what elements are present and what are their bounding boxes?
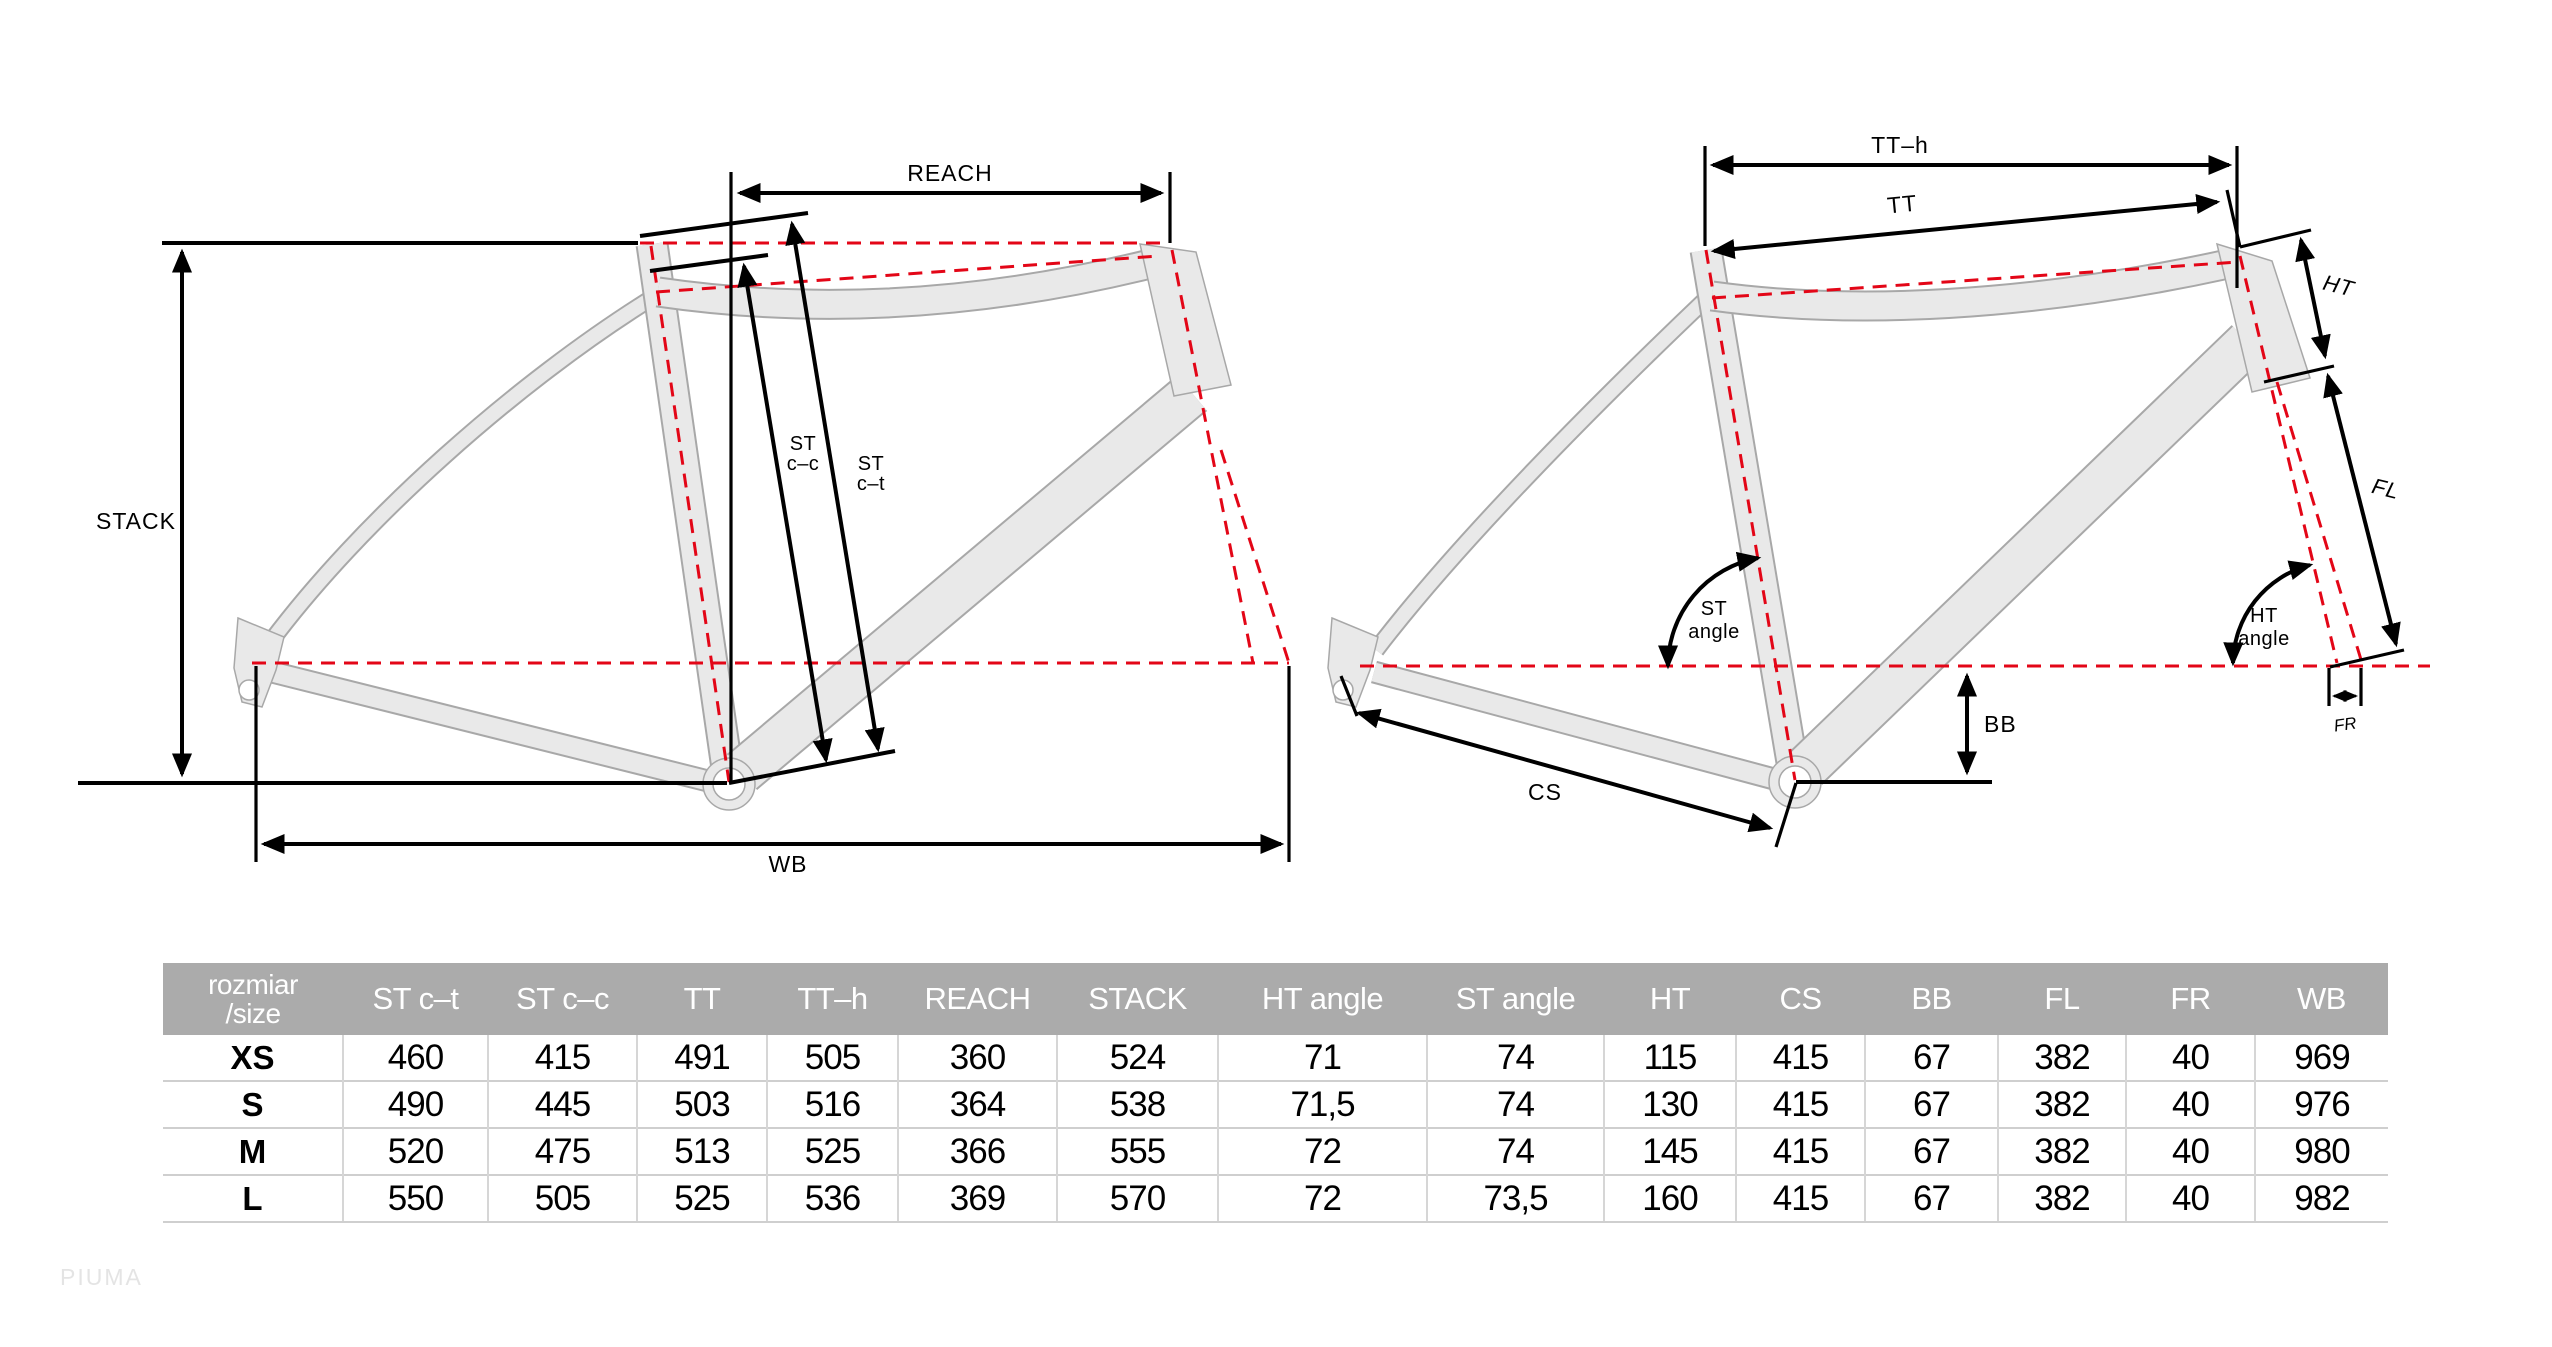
- value-cell: 445: [488, 1081, 637, 1128]
- reach-label: REACH: [907, 160, 993, 186]
- value-cell: 145: [1604, 1128, 1736, 1175]
- column-header: ST angle: [1427, 963, 1604, 1035]
- tt-arrow: [1714, 202, 2217, 251]
- table-header-row: [163, 963, 2388, 1035]
- value-cell: 475: [488, 1128, 637, 1175]
- size-cell: XS: [230, 1038, 275, 1076]
- chainstay-fill: [264, 670, 708, 781]
- table-row: [163, 1128, 2388, 1175]
- fl-label: FL: [2369, 473, 2403, 505]
- tth-label: TT–h: [1871, 132, 1929, 158]
- ht-label: HT: [2320, 269, 2358, 302]
- value-cell: 40: [2126, 1175, 2255, 1222]
- value-cell: 524: [1057, 1035, 1218, 1081]
- value-cell: 74: [1427, 1035, 1604, 1081]
- chainstay-fill: [1374, 672, 1774, 779]
- value-cell: 67: [1865, 1175, 1998, 1222]
- st-ct-label: ST c–t: [856, 453, 886, 495]
- value-cell: 490: [343, 1081, 488, 1128]
- value-cell: 550: [343, 1175, 488, 1222]
- fr-label: FR: [2332, 713, 2358, 736]
- value-cell: 382: [1998, 1175, 2126, 1222]
- column-header: CS: [1736, 963, 1865, 1035]
- column-header: FR: [2126, 963, 2255, 1035]
- value-cell: 71,5: [1218, 1081, 1427, 1128]
- value-cell: 516: [767, 1081, 898, 1128]
- value-cell: 415: [488, 1035, 637, 1081]
- value-cell: 360: [898, 1035, 1057, 1081]
- geometry-table-wrap: [163, 963, 2388, 1223]
- value-cell: 503: [637, 1081, 767, 1128]
- diagram-left: [78, 160, 1289, 877]
- value-cell: 520: [343, 1128, 488, 1175]
- down-tube-fill: [1806, 342, 2248, 768]
- table-body: [163, 1035, 2388, 1222]
- value-cell: 982: [2255, 1175, 2388, 1222]
- bb-label: BB: [1984, 711, 2017, 737]
- value-cell: 130: [1604, 1081, 1736, 1128]
- value-cell: 415: [1736, 1128, 1865, 1175]
- fl-arrow: [2328, 376, 2396, 644]
- tt-label: TT: [1886, 189, 1919, 219]
- value-cell: 536: [767, 1175, 898, 1222]
- geometry-table: [163, 963, 2388, 1223]
- column-header: WB: [2255, 963, 2388, 1035]
- value-cell: 415: [1736, 1035, 1865, 1081]
- seatstay-fill: [266, 298, 652, 648]
- value-cell: 382: [1998, 1035, 2126, 1081]
- value-cell: 67: [1865, 1128, 1998, 1175]
- value-cell: 505: [488, 1175, 637, 1222]
- value-cell: 415: [1736, 1175, 1865, 1222]
- seatstay-icon: [266, 298, 652, 648]
- value-cell: 382: [1998, 1128, 2126, 1175]
- table-row: [163, 1175, 2388, 1222]
- value-cell: 980: [2255, 1128, 2388, 1175]
- size-header-line2: /size: [225, 998, 281, 1029]
- value-cell: 40: [2126, 1128, 2255, 1175]
- st-cc-arrow: [744, 266, 826, 760]
- column-header: REACH: [898, 963, 1057, 1035]
- column-header: HT: [1604, 963, 1736, 1035]
- value-cell: 555: [1057, 1128, 1218, 1175]
- column-header: TT: [637, 963, 767, 1035]
- value-cell: 969: [2255, 1035, 2388, 1081]
- ht-arrow: [2301, 240, 2325, 356]
- value-cell: 364: [898, 1081, 1057, 1128]
- value-cell: 71: [1218, 1035, 1427, 1081]
- column-header: TT–h: [767, 963, 898, 1035]
- size-cell: M: [163, 1128, 343, 1175]
- diagram-right: [1328, 132, 2430, 847]
- value-cell: 525: [637, 1175, 767, 1222]
- value-cell: 73,5: [1427, 1175, 1604, 1222]
- column-header: STACK: [1057, 963, 1218, 1035]
- value-cell: 513: [637, 1128, 767, 1175]
- wb-label: WB: [768, 851, 808, 877]
- column-header: ST c–c: [488, 963, 637, 1035]
- column-header: ST c–t: [343, 963, 488, 1035]
- fl-bottom-tick: [2330, 650, 2404, 667]
- table-row: [163, 1081, 2388, 1128]
- column-header: BB: [1865, 963, 1998, 1035]
- value-cell: 525: [767, 1128, 898, 1175]
- value-cell: 67: [1865, 1035, 1998, 1081]
- st-ct-tick: [640, 213, 808, 236]
- size-cell: L: [163, 1175, 343, 1222]
- value-cell: 460: [343, 1035, 488, 1081]
- frame-right-tubes: [1328, 244, 2310, 808]
- fork-line-dashed: [2277, 382, 2362, 663]
- value-cell: 40: [2126, 1081, 2255, 1128]
- brand-watermark: PIUMA: [60, 1264, 143, 1290]
- value-cell: 366: [898, 1128, 1057, 1175]
- value-cell: 72: [1218, 1128, 1427, 1175]
- value-cell: 369: [898, 1175, 1057, 1222]
- size-column-header: [163, 963, 343, 1035]
- value-cell: 67: [1865, 1081, 1998, 1128]
- cs-label: CS: [1528, 779, 1562, 805]
- column-header: FL: [1998, 963, 2126, 1035]
- value-cell: 570: [1057, 1175, 1218, 1222]
- value-cell: 415: [1736, 1081, 1865, 1128]
- value-cell: 505: [767, 1035, 898, 1081]
- top-tube-fill: [1712, 264, 2228, 306]
- ht-angle-label: HT angle: [2238, 605, 2290, 650]
- value-cell: 115: [1604, 1035, 1736, 1081]
- size-header-line1: rozmiar: [208, 969, 298, 1000]
- value-cell: 74: [1427, 1128, 1604, 1175]
- value-cell: 976: [2255, 1081, 2388, 1128]
- size-cell: S: [163, 1081, 343, 1128]
- value-cell: 160: [1604, 1175, 1736, 1222]
- value-cell: 538: [1057, 1081, 1218, 1128]
- table-row: [163, 1035, 2388, 1081]
- value-cell: 382: [1998, 1081, 2126, 1128]
- value-cell: 491: [637, 1035, 767, 1081]
- value-cell: 72: [1218, 1175, 1427, 1222]
- st-angle-label: ST angle: [1688, 598, 1740, 643]
- column-header: HT angle: [1218, 963, 1427, 1035]
- value-cell: 74: [1427, 1081, 1604, 1128]
- stack-label: STACK: [96, 508, 176, 534]
- value-cell: 40: [2126, 1035, 2255, 1081]
- st-cc-label: ST c–c: [786, 433, 820, 475]
